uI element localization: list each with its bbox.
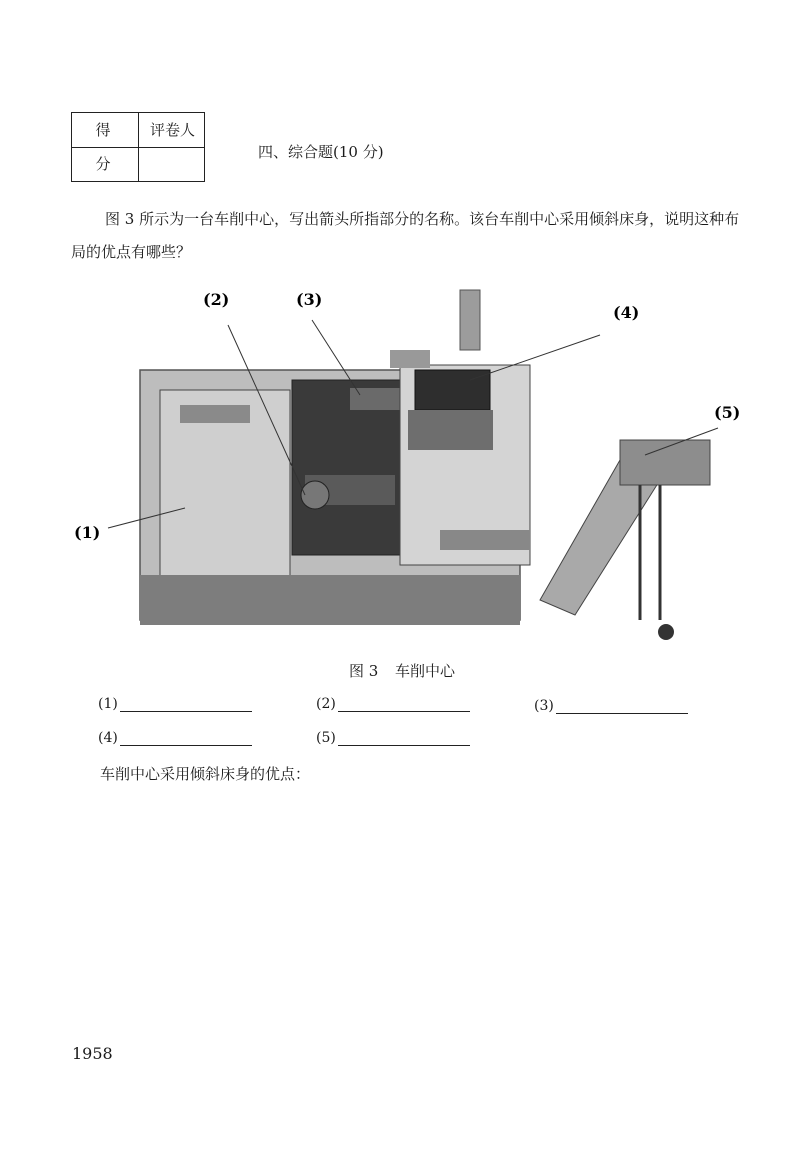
label-1: (1) xyxy=(74,523,101,542)
logo-plate xyxy=(440,530,530,550)
page-number: 1958 xyxy=(72,1044,113,1063)
figure-caption xyxy=(0,660,804,681)
blank-3[interactable]: (3) xyxy=(534,697,688,714)
label-5: (5) xyxy=(714,403,741,422)
top-box xyxy=(390,350,430,368)
blank-2[interactable]: (2) xyxy=(316,695,470,712)
label-2: (2) xyxy=(203,290,230,309)
answer-prompt: 车削中心采用倾斜床身的优点： xyxy=(100,765,311,783)
blank-5[interactable]: (5) xyxy=(316,729,470,746)
blank-1[interactable]: (1) xyxy=(98,695,252,712)
caption-number: 图 3 xyxy=(348,662,379,680)
cnc-screen xyxy=(415,370,490,410)
score-cell-label: 得 分 xyxy=(95,121,121,173)
label-4: (4) xyxy=(613,303,640,322)
section-title: 四、综合题(10 分) xyxy=(258,143,384,161)
label-3: (3) xyxy=(296,290,323,309)
conveyor-head xyxy=(620,440,710,485)
caption-title: 车削中心 xyxy=(395,662,456,680)
machine-figure xyxy=(60,280,760,650)
signal-lamp xyxy=(460,290,480,350)
chuck xyxy=(301,481,329,509)
brand-plate xyxy=(180,405,250,423)
grader-cell-label: 评卷人 xyxy=(149,121,195,139)
score-table xyxy=(71,112,205,182)
keypad xyxy=(408,410,493,450)
blank-4[interactable]: (4) xyxy=(98,729,252,746)
machine-base xyxy=(140,575,520,625)
question-text: 图 3 所示为一台车削中心，写出箭头所指部分的名称。该台车削中心采用倾斜床身，说明这种布局的优点有哪些？ xyxy=(71,210,740,261)
